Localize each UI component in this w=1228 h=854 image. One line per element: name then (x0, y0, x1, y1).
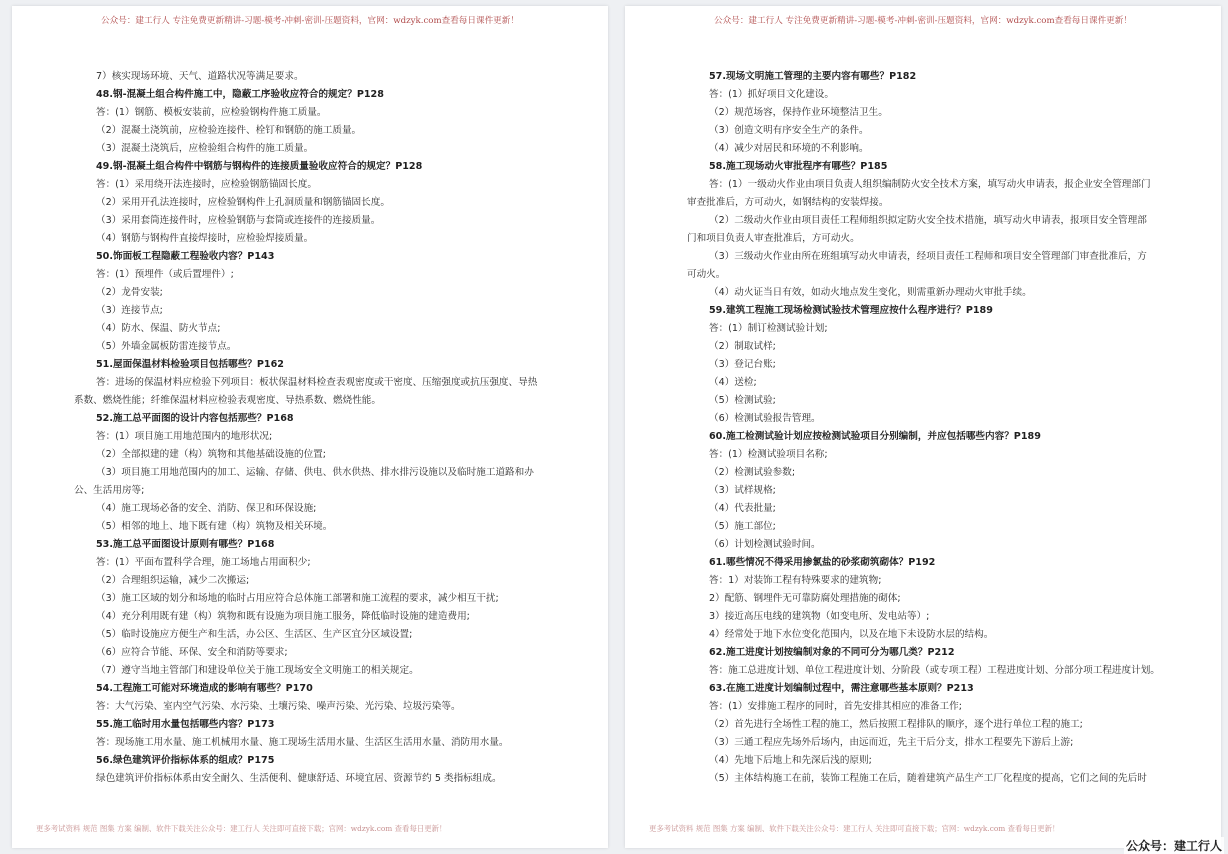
document-page-right (625, 6, 1221, 848)
text-line: 答：(1）平面布置科学合理，施工场地占用面积少; (96, 557, 311, 568)
text-line: （4）防水、保温、防火节点; (96, 323, 221, 334)
text-line: 答：(1）预埋件（或后置埋件）; (96, 269, 234, 280)
text-line: （2）规范场容，保持作业环境整洁卫生。 (709, 107, 888, 118)
page-header: 公众号：建工行人 专注免费更新精讲-习题-模考-冲刺-密训-压题资料，官网：wdzyk.com查看每日课件更新！ (101, 16, 519, 26)
text-line: 答：(1）钢筋、模板安装前，应检验钢构件施工质量。 (96, 107, 327, 118)
text-line: （4）减少对居民和环境的不利影响。 (709, 143, 869, 154)
text-line: 答：(1）抓好项目文化建设。 (709, 89, 834, 100)
text-line: 答：(1）安排施工程序的同时，首先安排其相应的准备工作; (709, 701, 962, 712)
page-content (625, 68, 1221, 788)
text-line: （3）创造文明有序安全生产的条件。 (709, 125, 869, 136)
text-line: （5）临时设施应方便生产和生活，办公区、生活区、生产区宜分区域设置; (96, 629, 413, 640)
question-heading: 54.工程施工可能对环境造成的影响有哪些？P170 (96, 683, 313, 694)
text-line: （2）采用开孔法连接时，应检验钢构件上孔洞质量和钢筋锚固长度。 (96, 197, 390, 208)
text-line: （3）登记台账; (709, 359, 776, 370)
question-heading: 61.哪些情况不得采用掺氯盐的砂浆砌筑砌体？P192 (709, 557, 936, 568)
text-line: （2）制取试样; (709, 341, 776, 352)
text-line: （7）遵守当地主管部门和建设单位关于施工现场安全文明施工的相关规定。 (96, 665, 419, 676)
text-line: （2）二级动火作业由项目责任工程师组织拟定防火安全技术措施，填写动火申请表，报项目安全管理部 (709, 215, 1147, 226)
question-heading: 63.在施工进度计划编制过程中，需注意哪些基本原则？P213 (709, 683, 974, 694)
text-line: （6）计划检测试验时间。 (709, 539, 821, 550)
question-heading: 60.施工检测试验计划应按检测试验项目分别编制，并应包括哪些内容？P189 (709, 431, 1041, 442)
text-line: （3）三级动火作业由所在班组填写动火申请表，经项目责任工程师和项目安全管理部门审查批准后，方 (709, 251, 1147, 262)
question-heading: 48.钢-混凝土组合构件施工中，隐蔽工序验收应符合的规定？P128 (96, 89, 384, 100)
question-heading: 50.饰面板工程隐蔽工程验收内容？P143 (96, 251, 275, 262)
question-heading: 59.建筑工程施工现场检测试验技术管理应按什么程序进行？P189 (709, 305, 993, 316)
text-line: 答：(1）采用绕开法连接时，应检验钢筋锚固长度。 (96, 179, 317, 190)
text-line: 答：进场的保温材料应检验下列项目：板状保温材料检查表观密度或干密度、压缩强度或抗压强度、导热 (96, 377, 538, 388)
text-line: （5）外墙金属板防雷连接节点。 (96, 341, 237, 352)
text-line: 绿色建筑评价指标体系由安全耐久、生活便利、健康舒适、环境宜居、资源节约 5 类指标组成。 (96, 773, 502, 784)
question-heading: 55.施工临时用水量包括哪些内容？P173 (96, 719, 275, 730)
text-line: 可动火。 (687, 269, 726, 280)
text-line: （3）试样规格; (709, 485, 776, 496)
text-line: 4）经常处于地下水位变化范围内，以及在地下未设防水层的结构。 (709, 629, 994, 640)
question-heading: 56.绿色建筑评价指标体系的组成？P175 (96, 755, 275, 766)
question-heading: 49.钢-混凝土组合构件中钢筋与钢构件的连接质量验收应符合的规定？P128 (96, 161, 423, 172)
text-line: （5）相邻的地上、地下既有建（构）筑物及相关环境。 (96, 521, 333, 532)
page-footer: 更多考试资料 规范 图集 方案 编制、软件下载关注公众号：建工行人 关注即可直接下载；官网：wdzyk.com 查看每日更新！ (649, 824, 1060, 833)
text-line: （5）主体结构施工在前，装饰工程施工在后，随着建筑产品生产工厂化程度的提高，它们之间的先后时 (709, 773, 1147, 784)
text-line: （3）施工区域的划分和场地的临时占用应符合总体施工部署和施工流程的要求，减少相互干扰; (96, 593, 499, 604)
text-line: 7）核实现场环境、天气、道路状况等满足要求。 (96, 71, 304, 82)
text-line: （2）全部拟建的建（构）筑物和其他基础设施的位置; (96, 449, 326, 460)
page-footer: 更多考试资料 规范 图集 方案 编制、软件下载关注公众号：建工行人 关注即可直接下载；官网：wdzyk.com 查看每日更新！ (36, 824, 447, 833)
text-line: （4）送检; (709, 377, 757, 388)
question-heading: 57.现场文明施工管理的主要内容有哪些？P182 (709, 71, 917, 82)
text-line: （5）检测试验; (709, 395, 776, 406)
watermark-label: 公众号：建工行人 (1125, 839, 1222, 853)
text-line: （4）钢筋与钢构件直接焊接时，应检验焊接质量。 (96, 233, 314, 244)
text-line: 系数、燃烧性能；纤维保温材料应检验表观密度、导热系数、燃烧性能。 (74, 395, 381, 406)
text-line: （6）检测试验报告管理。 (709, 413, 821, 424)
text-line: （3）项目施工用地范围内的加工、运输、存储、供电、供水供热、排水排污设施以及临时施工道路和办 (96, 467, 534, 478)
text-line: （3）混凝土浇筑后，应检验组合构件的施工质量。 (96, 143, 314, 154)
text-line: 3）接近高压电线的建筑物（如变电所、发电站等）; (709, 611, 930, 622)
question-heading: 62.施工进度计划按编制对象的不同可分为哪几类？P212 (709, 647, 955, 658)
text-line: 答：(1）项目施工用地范围内的地形状况; (96, 431, 273, 442)
text-line: （5）施工部位; (709, 521, 776, 532)
text-line: 答：施工总进度计划、单位工程进度计划、分阶段（或专项工程）工程进度计划、分部分项工程进度计划。 (709, 665, 1160, 676)
text-line: （2）合理组织运输，减少二次搬运; (96, 575, 250, 586)
page-header: 公众号：建工行人 专注免费更新精讲-习题-模考-冲刺-密训-压题资料，官网：wdzyk.com查看每日课件更新！ (714, 16, 1132, 26)
text-line: （2）首先进行全场性工程的施工，然后按照工程排队的顺序，逐个进行单位工程的施工; (709, 719, 1083, 730)
question-heading: 52.施工总平面图的设计内容包括那些？P168 (96, 413, 294, 424)
question-heading: 58.施工现场动火审批程序有哪些？P185 (709, 161, 888, 172)
text-line: 2）配筋、钢埋件无可靠防腐处理措施的砌体; (709, 593, 901, 604)
text-line: （4）先地下后地上和先深后浅的原则; (709, 755, 872, 766)
text-line: 答：大气污染、室内空气污染、水污染、土壤污染、噪声污染、光污染、垃圾污染等。 (96, 701, 461, 712)
text-line: 答：(1）一级动火作业由项目负责人组织编制防火安全技术方案，填写动火申请表，报企业安全管理部门 (709, 179, 1151, 190)
text-line: 门和项目负责人审查批准后，方可动火。 (687, 233, 860, 244)
text-line: （6）应符合节能、环保、安全和消防等要求; (96, 647, 288, 658)
text-line: （2）龙骨安装; (96, 287, 163, 298)
text-line: 审查批准后，方可动火，如钢结构的安装焊接。 (687, 197, 889, 208)
text-line: （2）检测试验参数; (709, 467, 796, 478)
text-line: 答：现场施工用水量、施工机械用水量、施工现场生活用水量、生活区生活用水量、消防用水量。 (96, 737, 509, 748)
text-line: 公、生活用房等; (74, 485, 145, 496)
text-line: （2）混凝土浇筑前，应检验连接件、栓钉和钢筋的施工质量。 (96, 125, 362, 136)
text-line: 答：(1）检测试验项目名称; (709, 449, 828, 460)
text-line: （3）采用套筒连接件时，应检验钢筋与套筒或连接件的连接质量。 (96, 215, 381, 226)
question-heading: 53.施工总平面图设计原则有哪些？P168 (96, 539, 275, 550)
document-page-left (12, 6, 608, 848)
text-line: （4）动火证当日有效，如动火地点发生变化，则需重新办理动火审批手续。 (709, 287, 1032, 298)
text-line: 答：1）对装饰工程有特殊要求的建筑物; (709, 575, 882, 586)
page-content (12, 68, 608, 788)
text-line: （3）三通工程应先场外后场内，由远而近，先主干后分支，排水工程要先下游后上游; (709, 737, 1074, 748)
text-line: （3）连接节点; (96, 305, 163, 316)
text-line: （4）施工现场必备的安全、消防、保卫和环保设施; (96, 503, 317, 514)
text-line: （4）代表批量; (709, 503, 776, 514)
text-line: （4）充分利用既有建（构）筑物和既有设施为项目施工服务，降低临时设施的建造费用; (96, 611, 470, 622)
question-heading: 51.屋面保温材料检验项目包括哪些？P162 (96, 359, 284, 370)
text-line: 答：(1）制订检测试验计划; (709, 323, 828, 334)
